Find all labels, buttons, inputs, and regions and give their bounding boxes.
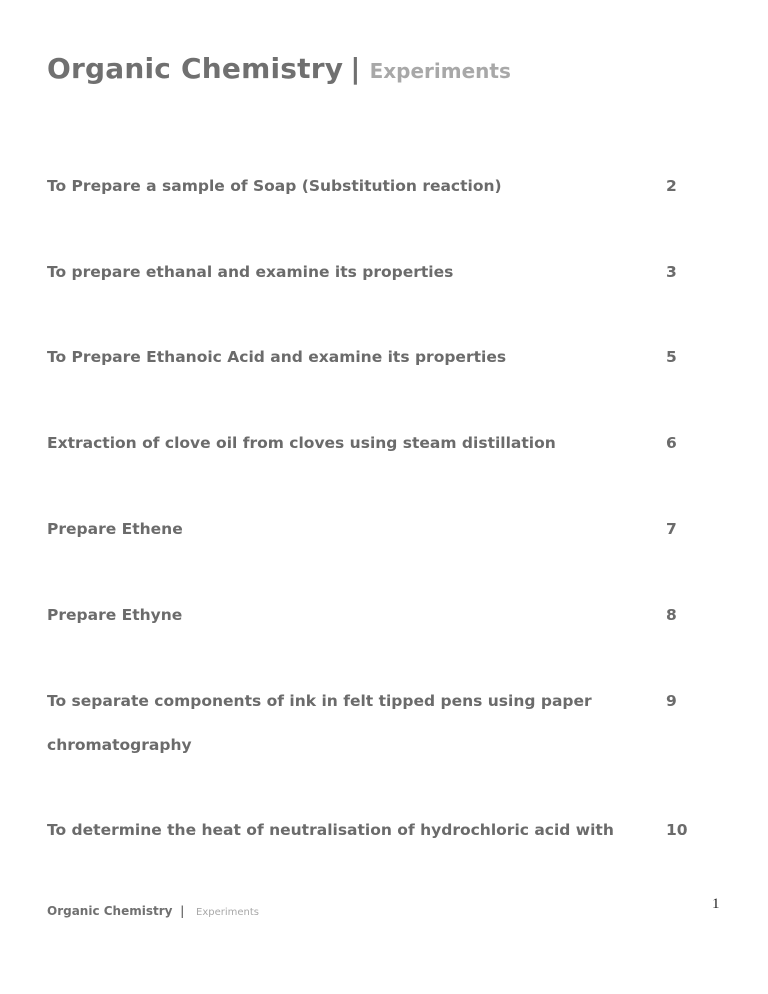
footer-title: Organic Chemistry: [47, 904, 173, 918]
header-subtitle: Experiments: [369, 59, 511, 83]
toc-entry-title: To Prepare Ethanoic Acid and examine its properties: [47, 348, 507, 366]
page-header: [47, 52, 511, 85]
header-separator: |: [350, 52, 361, 85]
footer-subtitle: Experiments: [196, 907, 260, 918]
toc-entry-page: 2: [666, 177, 677, 195]
page-footer: [47, 900, 259, 919]
footer-separator: |: [180, 904, 185, 918]
toc-entry-title: To prepare ethanal and examine its properties: [47, 263, 454, 281]
toc-entry-title: To Prepare a sample of Soap (Substitution reaction): [47, 177, 502, 195]
toc-entry-page: 8: [666, 606, 677, 624]
toc-entry-title: To separate components of ink in felt tipped pens using paper chromatography: [47, 692, 592, 754]
toc-entry-title: Extraction of clove oil from cloves using steam distillation: [47, 434, 556, 452]
toc-entry-page: 3: [666, 263, 677, 281]
page-number: 1: [712, 896, 720, 912]
toc-entry-title: Prepare Ethene: [47, 520, 183, 538]
toc-entry-page: 7: [666, 520, 677, 538]
header-title: Organic Chemistry: [47, 52, 344, 85]
toc-entry-page: 6: [666, 434, 677, 452]
toc-entry-page: 9: [666, 692, 677, 710]
toc-entry-title: Prepare Ethyne: [47, 606, 183, 624]
toc-entry-page: 10: [666, 821, 688, 839]
toc-entry-page: 5: [666, 348, 677, 366]
toc-entry-title: To determine the heat of neutralisation of hydrochloric acid with: [47, 821, 614, 839]
